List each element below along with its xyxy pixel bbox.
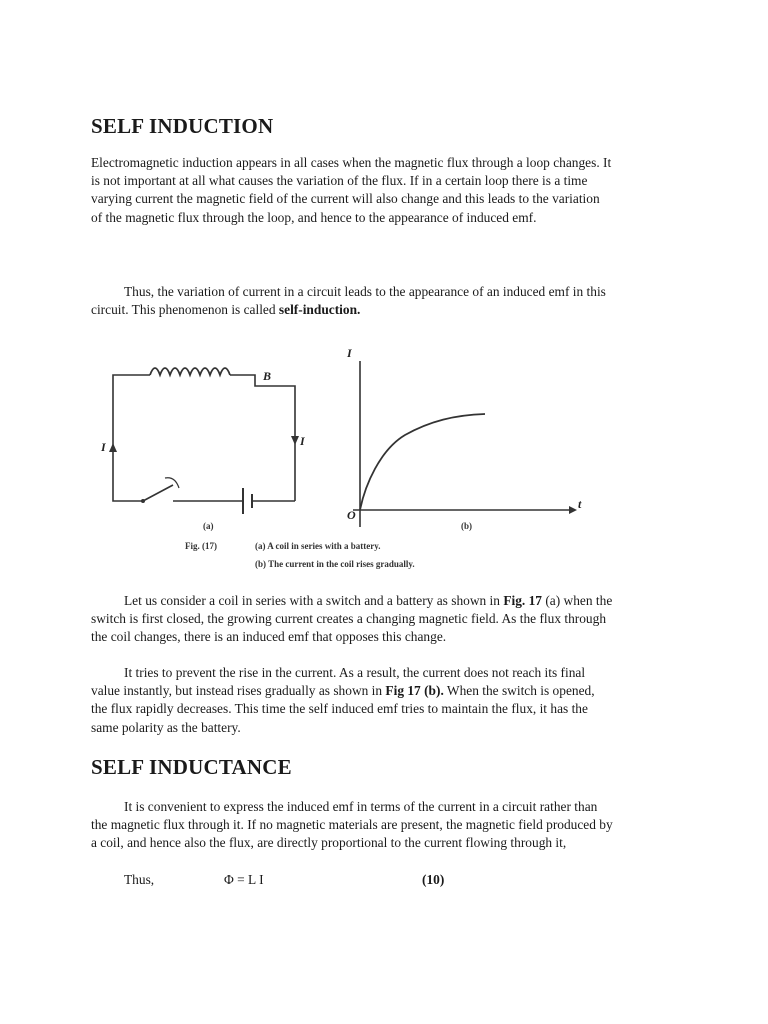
figure-caption-b: (b) The current in the coil rises gradually.: [255, 559, 415, 569]
figure-number: Fig. (17): [185, 541, 217, 551]
paragraph-current-rise: [91, 664, 681, 737]
figure-reference: Fig 17 (b).: [385, 683, 444, 699]
coil-label: B: [263, 369, 272, 383]
text-line: Electromagnetic induction appears in all cases when the magnetic flux through a loop changes. It: [91, 155, 612, 170]
graph-y-label: I: [347, 346, 352, 360]
graph-x-label: t: [578, 497, 582, 511]
equation-formula: Φ = L I: [224, 872, 264, 887]
right-current-label: I: [300, 434, 305, 448]
text-line: Thus, the variation of current in a circuit leads to the appearance of an induced emf in this: [124, 284, 606, 299]
subfigure-b-label: (b): [461, 521, 472, 531]
circuit-wire-left: [113, 386, 143, 501]
bold-term: self-induction.: [278, 302, 361, 318]
graph-origin-label: O: [347, 508, 356, 522]
circuit-wire-top-left: [113, 375, 150, 386]
text-line: a coil, and hence also the flux, are directly proportional to the current flowing through it,: [91, 835, 567, 851]
subfigure-a-label: (a): [203, 521, 214, 531]
heading-self-inductance: SELF INDUCTANCE: [91, 755, 292, 779]
switch-arc: [165, 478, 179, 488]
figure-17: [95, 335, 595, 575]
text-line: Let us consider a coil in series with a switch and a battery as shown in: [124, 593, 504, 608]
text-line: (a) when the: [542, 593, 613, 608]
paragraph-self-induction-definition: [91, 283, 681, 319]
figure-reference: Fig. 17: [503, 593, 542, 608]
text-line: It tries to prevent the rise in the current. As a result, the current does not reach its final: [124, 665, 586, 680]
text-line: the flux rapidly decreases. This time the self induced emf tries to maintain the flux, it has the: [91, 701, 588, 717]
paragraph-coil-switch: [91, 592, 681, 647]
circuit-wire-top-right: [230, 375, 295, 501]
equation-number: (10): [422, 872, 445, 887]
heading-self-induction: SELF INDUCTION: [91, 114, 274, 138]
switch-pivot: [141, 499, 145, 503]
equation-10: [91, 872, 691, 892]
x-axis-arrow: [569, 506, 577, 514]
figure-caption-a: (a) A coil in series with a battery.: [255, 541, 381, 551]
text-line: varying current the magnetic field of the current will also change and this leads to the variation: [91, 191, 600, 207]
paragraph-intro: [91, 154, 681, 227]
text-line: is not important at all what causes the variation of the flux. If in a certain loop there is a time: [91, 173, 588, 189]
equation-lead: Thus,: [124, 872, 155, 887]
left-current-arrow: [109, 443, 117, 452]
text-line: the magnetic flux through it. If no magnetic materials are present, the magnetic field produced by: [91, 817, 613, 833]
text-line: the coil changes, there is an induced emf that opposes this change.: [91, 629, 447, 645]
right-current-arrow: [291, 436, 299, 445]
current-growth-curve: [360, 414, 485, 510]
text-line: It is convenient to express the induced emf in terms of the current in a circuit rather than: [124, 799, 598, 814]
text-line: circuit. This phenomenon is called: [91, 302, 279, 318]
text-line: switch is first closed, the growing current creates a changing magnetic field. As the flux through: [91, 611, 607, 627]
text-line: same polarity as the battery.: [91, 719, 241, 735]
paragraph-inductance: [91, 798, 681, 853]
text-line: When the switch is opened,: [443, 683, 595, 699]
switch: [143, 485, 173, 501]
coil-inductor: [150, 368, 230, 375]
left-current-label: I: [101, 440, 106, 454]
text-line: value instantly, but instead rises gradually as shown in: [91, 683, 386, 699]
text-line: of the magnetic flux through the loop, and hence to the appearance of induced emf.: [91, 209, 537, 225]
